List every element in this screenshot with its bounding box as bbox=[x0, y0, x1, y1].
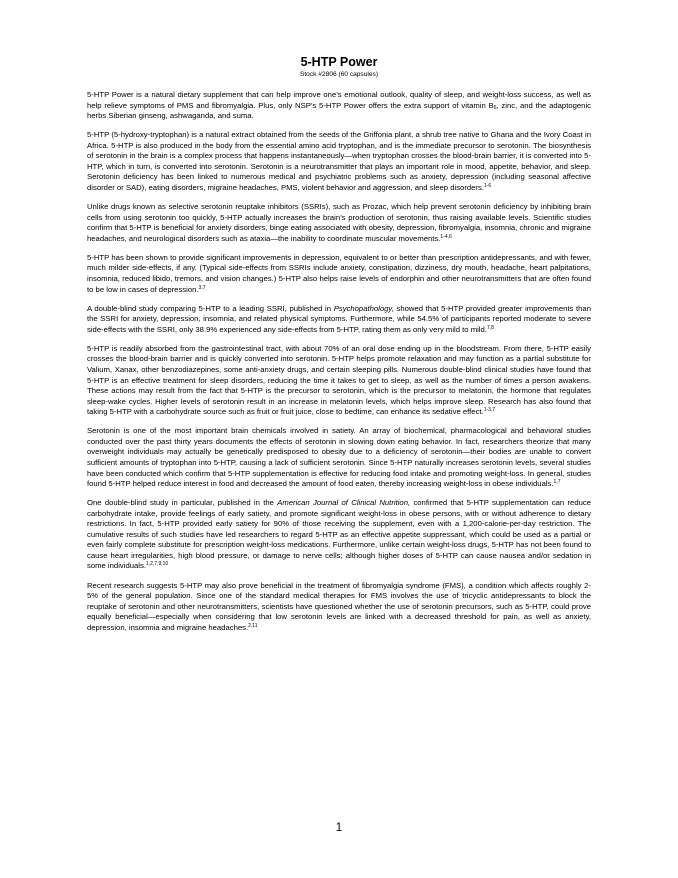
document-body bbox=[87, 90, 591, 642]
paragraph-what-is-5htp: 5-HTP (5-hydroxy-tryptophan) is a natural extract obtained from the seeds of the Griffonia plant, a shrub tree native to Ghana and the Ivory Coast in Africa. 5-HTP is also produced in the body from the essential amino acid tryptophan, and is the immediate precursor to serotonin. The biosynthesis of serotonin in the brain is a complex process that happens instantaneously—when tryptophan crosses the blood-brain barrier, it is converted into 5-HTP, which in turn, is converted into serotonin. Serotonin is a neurotransmitter that plays an important role in mood, appetite, behavior, and sleep. Serotonin deficiency has been linked to numerous medical and psychiatric problems such as anxiety, depression (including seasonal affective disorder or SAD), eating disorders, migraine headaches, PMS, violent behavior and aggression, and sleep disorders.$^{1-6}$ bbox=[87, 130, 591, 192]
page-number: 1 bbox=[335, 822, 343, 834]
citation: 2,11 bbox=[248, 622, 258, 629]
paragraph-absorption-sleep: 5-HTP is readily absorbed from the gastrointestinal tract, with about 70% of an oral dose ending up in the bloodstream. From there, 5-HTP easily crosses the blood-brain barrier and is quickly converted into serotonin. 5-HTP helps promote relaxation and may function as a partial substitute for Valium, Xanax, other benzodiazepines, some anti-anxiety drugs, and certain sleeping pills. Numerous double-blind clinical studies have found that 5-HTP is an effective treatment for sleep disorders, reducing the time it takes to get to sleep, as well as the number of times a person awakens. These actions may result from the fact that 5-HTP is the precursor to serotonin, which is the precursor to melatonin, the hormone that regulates sleep-wake cycles. Higher levels of serotonin result in an increase in melatonin levels, which helps improve sleep. Research has also found that taking 5-HTP with a carbohydrate source such as fruit or fruit juice, close to bedtime, can enhance its sedative effect.$^{1-3,7}$ bbox=[87, 343, 591, 417]
citation: 1,7 bbox=[553, 479, 561, 486]
citation: 1-4,6 bbox=[440, 233, 452, 240]
stock-number-subtitle: Stock #2806 (60 capsules) bbox=[299, 71, 379, 78]
citation: 7,8 bbox=[486, 324, 494, 331]
paragraph-satiety: Serotonin is one of the most important brain chemicals involved in satiety. An array of biochemical, pharmacological and behavioral studies conducted over the past thirty years documents the effects of serotonin in slowing down eating behavior. In fact, researchers theorize that many overweight individuals may actually be genetically predisposed to obesity due to a deficiency of serotonin—their bodies are unable to convert sufficient amounts of tryptophan into 5-HTP, causing a lack of sufficient serotonin. Since 5-HTP naturally increases serotonin levels, several studies have been conducted which confirm that 5-HTP supplementation is effective for reducing food intake and promoting weight-loss. In general, studies found 5-HTP helped reduce interest in food and decreased the amount of food eaten, thereby increasing weight-loss in obese individuals.$^{1,7}$ bbox=[87, 426, 591, 489]
paragraph-intro: 5-HTP Power is a natural dietary supplement that can help improve one’s emotional outlook, quality of sleep, and weight-loss success, as well as help relieve symptoms of PMS and fibromyalgia. Plus, only NSP’s 5-HTP Power offers the extra support of vitamin $B_6$, zinc, and the adaptogenic herbs Siberian ginseng, ashwaganda, and suma. bbox=[87, 90, 592, 121]
citation: 1-3,7 bbox=[483, 407, 496, 414]
paragraph-clinical-nutrition: One double-blind study in particular, published in the American Journal of Clinical Nutrition, confirmed that 5-HTP supplementation can reduce carbohydrate intake, provide feelings of early satiety, and promote significant weight-loss in obese persons, with or without adherence to dietary restrictions. In fact, 5-HTP provided early satiety for 90% of those receiving the supplement, even with a 1,200-calorie-per-day restriction. The cumulative results of such studies have led researchers to regard 5-HTP as an effective appetite suppressant, which could be used as a partial or even fairly complete substitute for prescription weight-loss medications. Furthermore, unlike certain weight-loss drugs, 5-HTP has not been found to cause heart irregularities, high blood pressure, or damage to nerve cells; although higher doses of 5-HTP can cause nausea and/or sedation in some individuals.$^{1,2,7,9,10}$ bbox=[87, 498, 591, 571]
paragraph-double-blind-ssri: A double-blind study comparing 5-HTP to a leading SSRI, published in Psychopathology, showed that 5-HTP provided greater improvements than the SSRI for anxiety, depression, insomnia, and related physical symptoms. Furthermore, while 54.5% of participants reported moderate to severe side-effects with the SSRI, only 38.9% experienced any side-effects from 5-HTP, rating them as only very mild to mild.$^{7,8}$ bbox=[87, 303, 591, 334]
paragraph-ssri-comparison: Unlike drugs known as selective serotonin reuptake inhibitors (SSRIs), such as Prozac, which help prevent serotonin deficiency by inhibiting brain cells from using serotonin too quickly, 5-HTP actually increases the brain’s production of serotonin, thus raising available levels. Scientific studies confirm that 5-HTP is beneficial for anxiety disorders, binge eating associated with obesity, depression, fibromyalgia, insomnia, chronic and migraine headaches, and neurological disorders such as ataxia—the inability to coordinate muscular movements.$^{1-4,6}$ bbox=[87, 202, 591, 243]
paragraph-fibromyalgia: Recent research suggests 5-HTP may also prove beneficial in the treatment of fibromyalgia syndrome (FMS), a condition which affects roughly 2-5% of the general population. Since one of the standard medical therapies for FMS involves the use of tricyclic antidepressants to block the reuptake of serotonin and other neurotransmitters, scientists have questioned whether the use of serotonin precursors, such as 5-HTP, could prove equally beneficial—especially when considering that low serotonin levels are linked with a decreased threshold for pain, as well as anxiety, depression, insomnia and migraine headaches.$^{2,11}$ bbox=[87, 580, 591, 632]
citation: 1,2,7,9,10 bbox=[145, 561, 169, 568]
citation: 1-6 bbox=[483, 182, 492, 189]
document-title: 5-HTP Power bbox=[300, 55, 378, 69]
paragraph-depression: 5-HTP has been shown to provide significant improvements in depression, equivalent to or better than prescription antidepressants, and with fewer, much milder side-effects, if any. (Typical side-effects from SSRIs include anxiety, constipation, dizziness, dry mouth, headache, heart palpitations, insomnia, reduced libido, tremors, and vision changes.) 5-HTP also helps raise levels of endorphin and other neurotransmitters that are often found to be low in cases of depression.$^{3,7}$ bbox=[87, 252, 591, 294]
citation: 3,7 bbox=[198, 284, 206, 291]
